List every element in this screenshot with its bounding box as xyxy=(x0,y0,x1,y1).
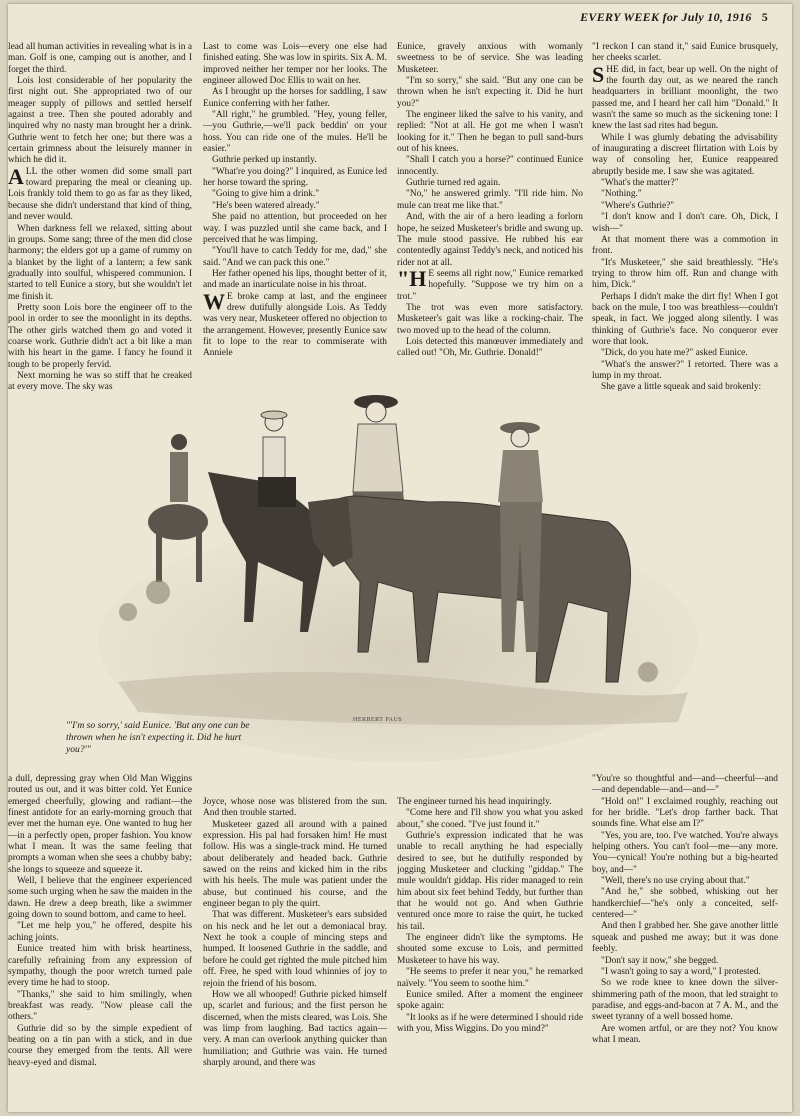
paragraph: a dull, depressing gray when Old Man Wiggins routed us out, and it was bitter cold. Yet Eunice emerged cheerfully, glowing and radiant—the finest antidote for an early-morning grouch that ever met the human eye. One wanted to hug her—in a perfectly open, proper fashion. You know what I mean. It was the same feeling that prompts a woman when she sees a chubby baby; she longs to squeeze and squeeze it. xyxy=(8,774,192,875)
paragraph: "You'll have to catch Teddy for me, dad," she said. "And we can pack this one." xyxy=(203,246,387,268)
paragraph: "Well, there's no use crying about that." xyxy=(601,876,750,887)
bottom-column-2 xyxy=(203,797,387,1107)
paragraph: Are women artful, or are they not? You know what I mean. xyxy=(592,1023,778,1045)
top-column-4 xyxy=(592,42,778,397)
paragraph: "Nothing." xyxy=(601,189,642,200)
paragraph: Eunice smiled. After a moment the engineer spoke again: xyxy=(397,989,583,1012)
paragraph: As I brought up the horses for saddling, I saw Eunice conferring with her father. xyxy=(203,87,387,109)
paragraph: Musketeer gazed all around with a pained expression. His pal had forsaken him! He must follow. His was a single-track mind. He turned about deliberately and headed back. Guthrie sawed on the reins and kicked him in the ribs with his heels. The mule was patient under the abuse, but continued his course, and the engineer began to ply the quirt. xyxy=(203,819,387,910)
paragraph: "What's the answer?" I retorted. There was a lump in my throat. xyxy=(592,359,778,381)
paragraph: And then I grabbed her. She gave another little squeak and pushed me away; but it was done feebly. xyxy=(592,921,778,955)
illustration xyxy=(8,382,792,764)
header-title: EVERY WEEK for July 10, 1916 xyxy=(580,10,752,24)
paragraph: Her father opened his lips, thought better of it, and made an inarticulate noise in his throat. xyxy=(203,268,387,291)
paragraph: "He seems to prefer it near you," he remarked naïvely. "You seem to soothe him." xyxy=(397,967,583,989)
paragraph: Lois detected this manœuver immediately and called out! "Oh, Mr. Guthrie. Donald!" xyxy=(397,336,583,359)
paragraph: Guthrie perked up instantly. xyxy=(212,155,317,166)
paragraph: "It looks as if he were determined I should ride with you, Miss Wiggins. Do you mind?" xyxy=(397,1012,583,1034)
paragraph: Next morning he was so stiff that he creaked at every move. The sky was xyxy=(8,370,192,392)
paragraph: "No," he answered grimly. "I'll ride him. No mule can treat me like that." xyxy=(397,189,583,211)
paragraph: "Hold on!" I exclaimed roughly, reaching out for her bridle. "Let's drop farther back. That sounds fine. What else am I?" xyxy=(592,796,778,830)
paragraph: The engineer turned his head inquiringly. xyxy=(397,797,552,807)
paragraph: Perhaps I didn't make the dirt fly! When I got back on the mule, I too was breathless—couldn't speak, in fact. We jogged along silently. I was thinking of Guthrie's face. No conqueror ever wore that look. xyxy=(592,291,778,347)
paragraph: So we rode knee to knee down the silver-shimmering path of the moon, that led straight to paradise, and eggs-and-bacon at 7 A. M., and the sweet tyranny of a well bossed home. xyxy=(592,978,778,1023)
paragraph: That was different. Musketeer's ears subsided on his neck and he let out a demoniacal bray. Next he took a couple of mincing steps and humped. It loosened Guthrie in the saddle, and before he could get righted the mule pitched him off. Free, he sped with loud whinnies of joy to rejoin the friend of his bosom. xyxy=(203,910,387,989)
paragraph: How we all whooped! Guthrie picked himself up, scarlet and furious; and the first person he discerned, when the mists cleared, was Lois. She was limp from laughing. Bad tactics again—very. A man can overlook anything quicker than humiliation; and Guthrie was vain. He turned sharply around, and there was xyxy=(203,989,387,1068)
paragraph: "It's Musketeer," she said breathlessly. "He's trying to throw him off. Run and change with him, Dick." xyxy=(592,257,778,291)
paragraph: "Don't say it now," she begged. xyxy=(601,955,719,966)
paragraph: Eunice, gravely anxious with womanly sweetness to be of service. She was leading Musketeer. xyxy=(397,42,583,75)
paragraph: "What's the matter?" xyxy=(601,178,679,189)
paragraph: Pretty soon Lois bore the engineer off to the pool in order to see the moonlight in its depths. The other girls watched them go and voted it coarse work. Guthrie didn't act a bit like a man with his heart in the game. I fancy he found it tough to be properly fervid. xyxy=(8,302,192,370)
paragraph: She paid no attention, but proceeded on her way. I was puzzled until she came back, and I perceived that he was limping. xyxy=(203,212,387,245)
paragraph: At that moment there was a commotion in front. xyxy=(592,234,778,257)
paragraph: She gave a little squeak and said brokenly: xyxy=(601,382,762,393)
paragraph: WE broke camp at last, and the engineer drew dutifully alongside Lois. As Teddy was very near, Musketeer offered no objection to the arrangement. However, presently Eunice saw fit to lope to the rear to commiserate with Anniele xyxy=(203,288,387,359)
paragraph: ALL the other women did some small part toward preparing the meal or cleaning up. Lois frankly told them to go as far as they liked, because she didn't understand that kind of thing, and never would. xyxy=(8,163,192,223)
page-number: 5 xyxy=(761,10,768,24)
magazine-page xyxy=(8,4,792,1112)
paragraph: "HE seems all right now," Eunice remarked hopefully. "Suppose we try him on a trot." xyxy=(397,265,583,302)
illustration-caption: "'I'm so sorry,' said Eunice. 'But any one can be thrown when he isn't expecting it. Did he hurt you?'" xyxy=(66,720,250,755)
top-column-2 xyxy=(203,42,387,372)
paragraph: "All right," he grumbled. "Hey, young feller,—you Guthrie,—we'll pack beddin' on your hoss. You can ride one of the mules. He'll be easier." xyxy=(203,110,387,155)
paragraph: "Thanks," she said to him smilingly, when breakfast was ready. "Now please call the others." xyxy=(8,989,192,1023)
paragraph: The engineer didn't like the symptoms. He shouted some excuse to Lois, and permitted Musketeer to have his way. xyxy=(397,933,583,966)
paragraph: lead all human activities in revealing what is in a man. Golf is one, camping out is another, and I forget the third. xyxy=(8,42,192,75)
paragraph: Well, I believe that the engineer experienced some such urging when he saw the maiden in the dawn. He drew a deep breath, like a swimmer going down to sound bottom, and came to heel. xyxy=(8,876,192,921)
paragraph: Guthrie turned red again. xyxy=(406,178,501,189)
paragraph: "And he," she sobbed, whisking out her handkerchief—"he's only a conceited, self-centered—" xyxy=(592,887,778,921)
bottom-column-1 xyxy=(8,774,192,1104)
paragraph: Last to come was Lois—every one else had finished eating. She was low in spirits. Six A. M. improved neither her temper nor her looks. The engineer allowed Doc Ellis to wait on her. xyxy=(203,42,387,87)
paragraph: Eunice treated him with brisk heartiness, carefully refraining from any expression of sympathy, though the poor wretch turned pale every time he had to stoop. xyxy=(8,944,192,989)
paragraph: Lois lost considerable of her popularity the first night out. She appropriated two of our meager supply of pillows and settled herself against a tree. Then she pouted adorably and inquired why no nasty man brought her a drink. Guthrie went to fetch her one; but there was a certain grimness about the leisurely manner in which he did it. xyxy=(8,76,192,166)
paragraph: SHE did, in fact, bear up well. On the night of the fourth day out, as we neared the ranch headquarters in brilliant moonlight, the two passed me, and I heard her call him "Donald." It wasn't the same so much as the sickening tone: I knew the last sad rites had begun. xyxy=(592,61,778,132)
paragraph: "Going to give him a drink." xyxy=(212,189,320,200)
paragraph: Guthrie's expression indicated that he was unable to recall anything he had especially desired to see, but he dutifully responded by jogging Musketeer and clucking "giddap." The mule wouldn't giddap. His rider managed to rein him about six feet behind Teddy, but further than that he would not go. And when Guthrie ventured once more to raise the quirt, he tucked his tail. xyxy=(397,831,583,932)
paragraph: Joyce, whose nose was blistered from the sun. And then trouble started. xyxy=(203,797,387,819)
rider-left-group xyxy=(148,434,208,582)
paragraph: "Yes, you are, too. I've watched. You're always helping others. You can't fool—me—any more. You—cynical! You're nothing but a big-hearted boy, and—" xyxy=(592,830,778,875)
paragraph: And, with the air of a hero leading a forlorn hope, he seized Musketeer's bridle and swung up. The mule stood passive. He rubbed his ear contentedly against Teddy's neck, and noticed his rider not at all. xyxy=(397,212,583,268)
paragraph: When darkness fell we relaxed, sitting about in groups. Some sang; three of the men did close harmony; the elders got up a game of rummy on a blanket by the light of a lantern; a few sank gradually into soulful, whispered communion. I started to tell Eunice a story, but she wouldn't let me finish it. xyxy=(8,223,192,302)
paragraph: "He's been watered already." xyxy=(212,200,320,211)
paragraph: "Let me help you," he offered, despite his aching joints. xyxy=(8,921,192,943)
paragraph: "Where's Guthrie?" xyxy=(601,200,675,211)
paragraph: "What're you doing?" I inquired, as Eunice led her horse toward the spring. xyxy=(203,166,387,189)
top-column-3 xyxy=(397,42,583,372)
top-column-1 xyxy=(8,42,192,392)
paragraph: While I was glumly debating the advisability of inaugurating a discreet flirtation with Lois by way of consoling her, Eunice reappeared abruptly beside me. I saw she was agitated. xyxy=(592,132,778,177)
running-header xyxy=(580,10,768,25)
bottom-column-4 xyxy=(592,774,778,1104)
paragraph: "Come here and I'll show you what you asked about," she cooed. "I've just found it." xyxy=(397,808,583,830)
paragraph: "I'm so sorry," she said. "But any one can be thrown when he isn't expecting it. Did he hurt you?" xyxy=(397,76,583,109)
paragraph: "Shall I catch you a horse?" continued Eunice innocently. xyxy=(397,155,583,177)
paragraph: "I reckon I can stand it," said Eunice brusquely, her cheeks scarlet. xyxy=(592,42,778,64)
paragraph: The engineer liked the salve to his vanity, and replied: "Not at all. He got me when I wasn't looking for it." Then he began to pull sand-burs out of his knees. xyxy=(397,110,583,155)
paragraph: "You're so thoughtful and—and—cheerful—and—and dependable—and—and—" xyxy=(592,774,778,796)
paragraph: "I wasn't going to say a word," I protested. xyxy=(601,966,761,977)
illustrator-signature: HERBERT PAUS xyxy=(353,717,403,723)
paragraph: "I don't know and I don't care. Oh, Dick, I wish—" xyxy=(592,212,778,234)
paragraph: "Dick, do you hate me?" asked Eunice. xyxy=(601,348,748,359)
paragraph: Guthrie did so by the simple expedient of beating on a tin pan with a stick, and in due course they emerged from the tents. All were heavy-eyed and dismal. xyxy=(8,1023,192,1068)
bottom-column-3 xyxy=(397,797,583,1107)
paragraph: The trot was even more satisfactory. Musketeer's gait was like a rocking-chair. The two moved up to the head of the column. xyxy=(397,302,583,336)
